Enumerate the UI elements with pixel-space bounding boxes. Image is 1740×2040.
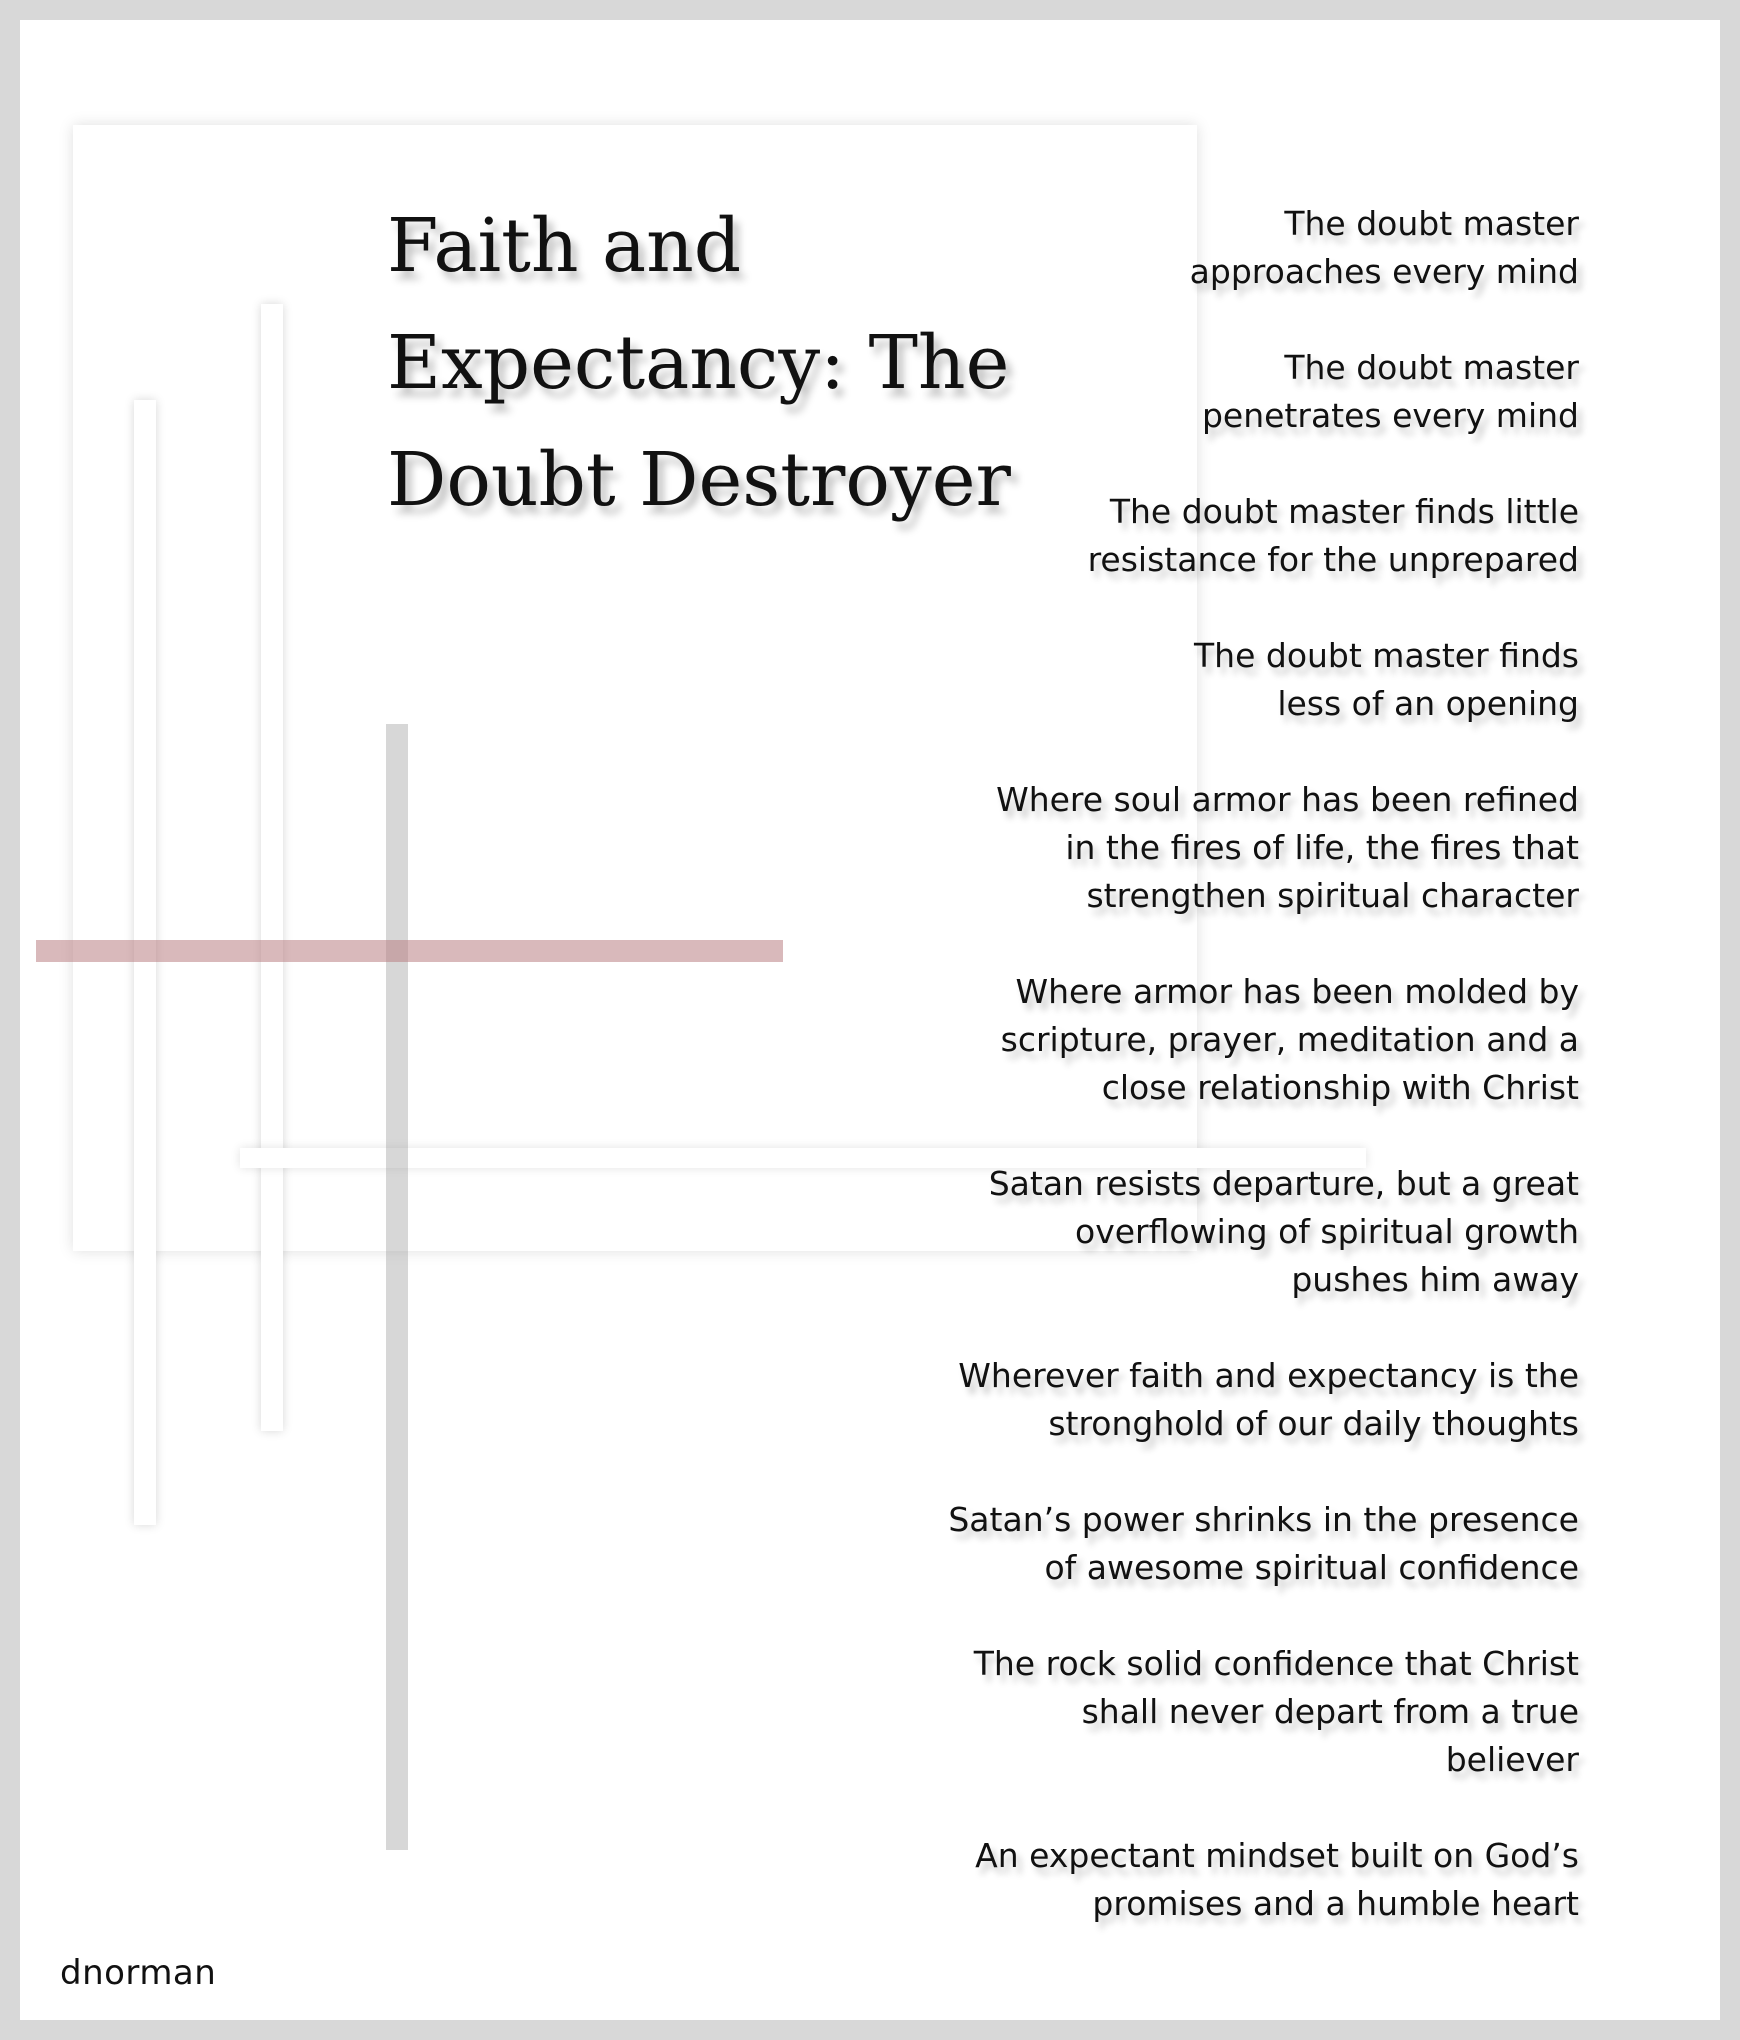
author-signature: dnorman [60,1953,217,1993]
poem-line: shall never depart from a true [1081,1692,1579,1731]
poem-line: The doubt master [1284,348,1579,387]
poem-line: Satan resists departure, but a great [988,1164,1579,1203]
poem-line: approaches every mind [1189,252,1579,291]
poem-line: The doubt master [1284,204,1579,243]
poem-line: Where soul armor has been refined [996,780,1579,819]
poem-line: The doubt master finds little [1109,492,1579,531]
poem-stanza [859,344,1579,440]
poem-line: The doubt master finds [1194,636,1579,675]
poem-stanza [859,1640,1579,1784]
poem-line: resistance for the unprepared [1087,540,1579,579]
poem-line: promises and a humble heart [1092,1884,1579,1923]
poem-stanza [859,1160,1579,1304]
poem-line: close relationship with Christ [1101,1068,1579,1107]
decorative-vertical-bar-white-right [261,304,283,1431]
poem-stanza [859,968,1579,1112]
poem-canvas [20,20,1720,2020]
poem-title: Faith and Expectancy: The Doubt Destroyer [387,203,1011,523]
poem-line: of awesome spiritual confidence [1044,1548,1579,1587]
poem-line: The rock solid confidence that Christ [973,1644,1579,1683]
decorative-vertical-bar-gray [386,724,408,1850]
poem-line: scripture, prayer, meditation and a [1000,1020,1579,1059]
poem-stanza [859,1832,1579,1928]
poem-stanza [859,1352,1579,1448]
poem-line: in the fires of life, the fires that [1065,828,1579,867]
poem-line: Where armor has been molded by [1015,972,1579,1011]
poem-line: Satan’s power shrinks in the presence [948,1500,1579,1539]
poem-stanza [859,1496,1579,1592]
poem-line: An expectant mindset built on God’s [975,1836,1579,1875]
decorative-vertical-bar-white-left [134,400,156,1525]
decorative-horizontal-bar-rose [36,940,783,962]
poem-stanza [859,200,1579,296]
poem-line: strengthen spiritual character [1086,876,1579,915]
poem-line: stronghold of our daily thoughts [1048,1404,1579,1443]
poem-line: believer [1445,1740,1579,1779]
poem-stanza [859,632,1579,728]
poem-body [859,200,1579,1976]
poem-line: penetrates every mind [1201,396,1579,435]
poem-line: Wherever faith and expectancy is the [958,1356,1579,1395]
poem-line: overflowing of spiritual growth [1075,1212,1579,1251]
poem-line: pushes him away [1291,1260,1579,1299]
poem-stanza [859,488,1579,584]
poem-line: less of an opening [1277,684,1579,723]
poem-stanza [859,776,1579,920]
